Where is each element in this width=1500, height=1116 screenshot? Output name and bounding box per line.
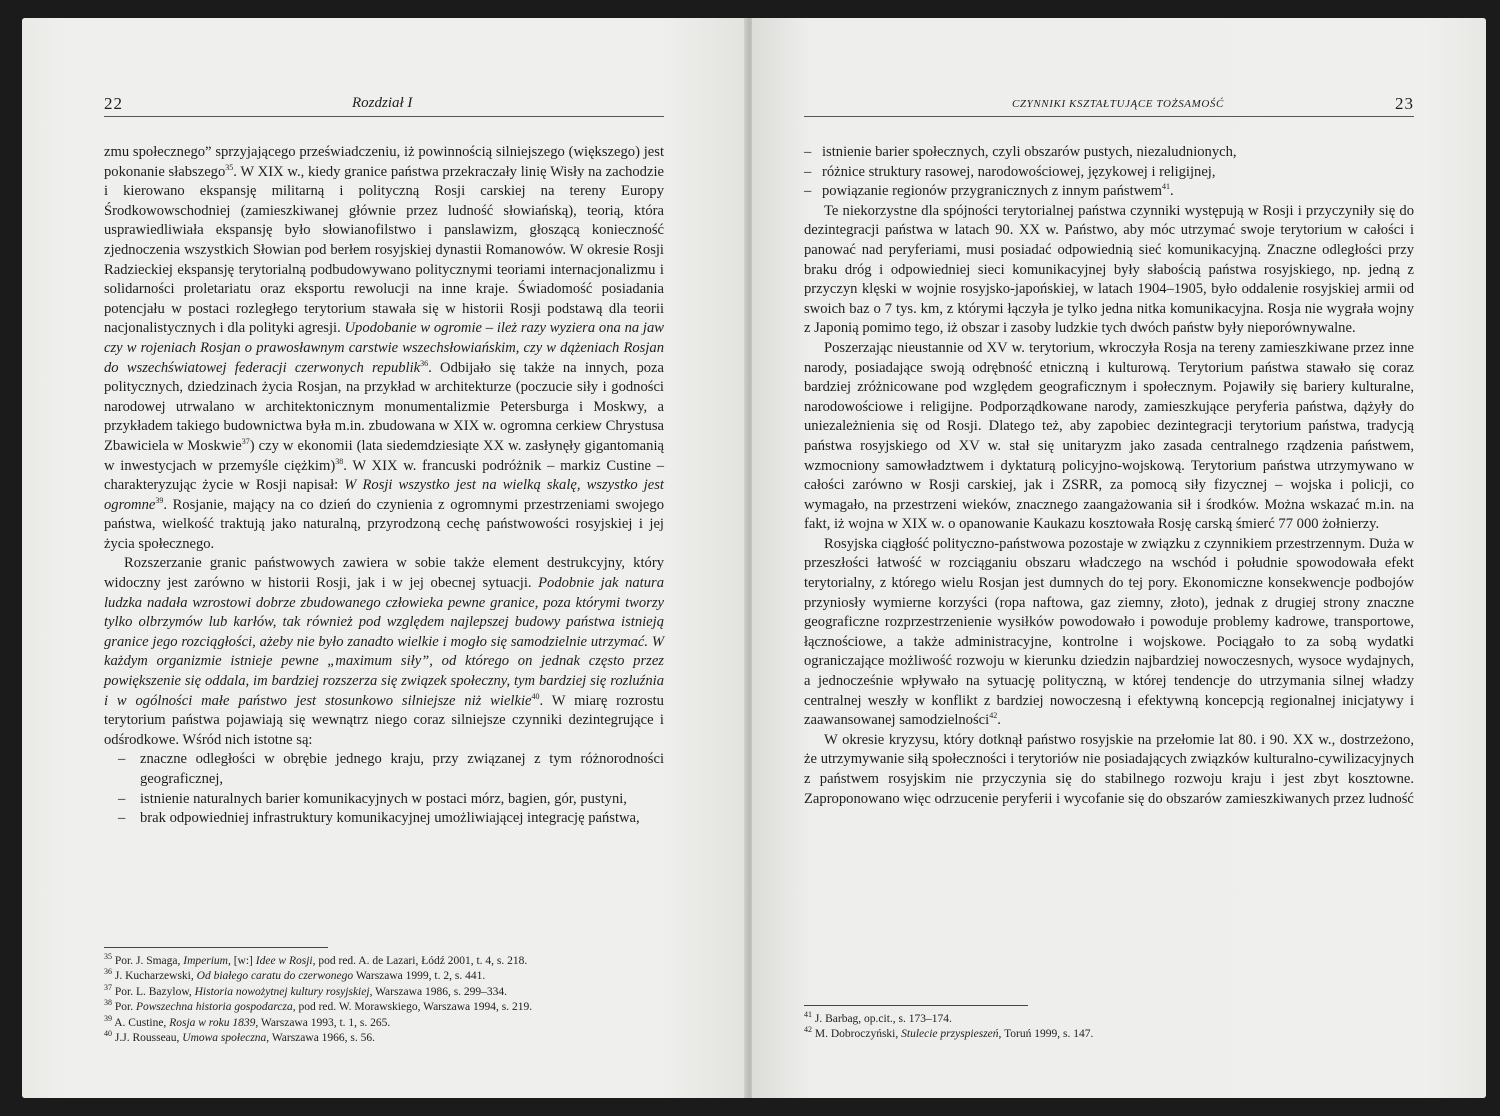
text-run: ) czy w ekonomii (lata siedemdziesiąte XX w. zasłynęły gigantomanią w inwestycjach w przemyśle ciężkim) [104, 437, 664, 474]
text-run: , Warszawa 1993, t. 1, s. 265. [255, 1016, 391, 1029]
text-run: , pod red. W. Morawskiego, Warszawa 1994, s. 219. [292, 1001, 533, 1014]
footnote-ref: 40 [531, 691, 540, 701]
text-run: M. Dobroczyński, [812, 1028, 902, 1041]
footnote-ref: 41 [1162, 182, 1170, 192]
footnote [804, 1027, 1364, 1042]
text-run: . W XIX w., kiedy granice państwa przekraczały linię Wisły na zachodzie i kierowano ekspansję militarną i polityczną Rosji carskiej na tereny Europy Środkowowschodniej (zamieszkiwanej głównie przez ludność słowiańską), teorią, która usprawiedliwiała ekspansję było słowianofilstwo i panslawizm, głoszącą konieczność zjednoczenia wszystkich Słowian pod berłem rosyjskiej dynastii Romanowów. W okresie Rosji Radzieckiej ekspansję terytorialną podbudowywano politycznymi teoriami internacjonalizmu i solidarności proletariatu oraz eksportu rewolucji na inne kraje. Świadomość posiadania potencjału w postaci rozległego terytorium stawała się w historii Rosji podstawą dla teorii nacjonalistycznych i dla polityki agresji. [104, 163, 664, 337]
text-run: J.J. Rousseau, [112, 1032, 183, 1045]
footnotes-right [804, 1012, 1364, 1043]
footnotes-left [104, 954, 664, 1046]
page-number-left: 22 [104, 94, 123, 113]
left-page [22, 18, 748, 1098]
text-run: . Rosjanie, mający na co dzień do czynienia z ogromnymi przestrzeniami swojego państwa, wielkość traktują jako naturalną, przyrodzoną cechę państwowości rosyjskiej i jej życia społecznego. [104, 496, 664, 552]
running-header-left [104, 94, 664, 117]
footnote [104, 1031, 664, 1046]
list-item [804, 143, 1414, 163]
footnote-ref: 42 [804, 1025, 812, 1035]
text-run: istnienie barier społecznych, czyli obszarów pustych, niezaludnionych, [822, 144, 1237, 160]
open-book-scan [22, 18, 1486, 1098]
footnote-ref: 39 [104, 1013, 112, 1023]
text-run: Poszerzając nieustannie od XV w. terytorium, wkroczyła Rosja na tereny zamieszkiwane przez inne narody, posiadające swoją odrębność etniczną i kulturową. Terytorium państwa stawało się coraz bardziej zróżnicowane pod względem geograficznym i społecznym. Pojawiły się bariery kulturalne, narodowościowe i religijne. Podporządkowane narody, zamieszkujące peryferia państwa, dążyły do uniezależnienia się od Rosji. Dlatego też, aby zapobiec dezintegracji terytorium państwa, tradycją państwa rosyjskiego od XV w. stał się unitaryzm jako zasada centralnego rządzenia państwem, wzmocniony samowładztwem i dyktaturą policyjno-wojskową. Terytorium państwa utrzymywano w całości zarówno w Rosji carskiej, jak i ZSRR, za pomocą siły fizycznej – wojska i policji, co wymagało, na przestrzeni wieków, znacznego zaangażowania sił i środków. Można wskazać m.in. na fakt, iż wojna w XIX w. o opanowanie Kaukazu kosztowała Rosję carską śmierć 77 000 żołnierzy. [804, 339, 1414, 533]
list-item [804, 182, 1414, 202]
text-run: . W miarę rozrostu terytorium państwa pojawiają się wewnątrz niego coraz silniejsze czynniki dezintegrujące i odśrodkowe. Wśród nich istotne są: [104, 692, 664, 748]
list-item: – znaczne odległości w obrębie jednego kraju, przy związanej z tym różnorodności geograficznej, [104, 750, 664, 789]
text-run: Rosyjska ciągłość polityczno-państwowa pozostaje w związku z czynnikiem przestrzennym. Duża w przeszłości łatwość w rozciąganiu obszaru władczego na wschód i południe spowodowała efekt terytorialny, z którego wielu Rosjan jest dumnych do tej pory. Ekonomiczne konsekwencje podbojów przyniosły wymierne korzyści (ropa naftowa, gaz ziemny, złoto), jednak z drugiej strony znaczne geograficzne rozprzestrzenienie wysiłków powodowało i powoduje problemy kadrowe, transportowe, łącznościowe, a także administracyjne, kontrolne i wojskowe. Pociągało to za sobą wydatki ograniczające możliwość rozwoju w kierunku dziedzin najbardziej nowoczesnych, wysoce wydajnych, a jednocześnie wpływało na sytuację polityczną, w której tendencje do utrzymania silnej władzy centralnej weszły w konflikt z bardziej nowoczesną i efektywną koncepcją regionalnej inicjatywy i zaawansowanej samodzielności [804, 535, 1414, 729]
text-run: . Odbijało się także na innych, poza politycznych, dziedzinach życia Rosjan, na przykład w architekturze (poczucie siły i godności narodowej utrwalano w architektonicznym monumentalizmie Petersburga i Moskwy, a przykładem takiego budownictwa była m.in. zbudowana w XIX w. ogromna cerkiew Chrystusa Zbawiciela w Moskwie [104, 359, 664, 454]
list-item: – istnienie naturalnych barier komunikacyjnych w postaci mórz, bagien, gór, pustyni, [104, 790, 664, 810]
list-item: – brak odpowiedniej infrastruktury komunikacyjnej umożliwiającej integrację państwa, [104, 809, 664, 829]
footnote-ref: 36 [104, 967, 112, 977]
italic-quote: Rosja w roku 1839 [169, 1016, 256, 1029]
italic-quote: Upodobanie w ogromie – ileż razy wyziera ona na jaw czy w rojeniach Rosjan o prawosławnym carstwie wszechsłowiańskim, czy w dążeniach Rosjan do wszechświatowej federacji czerwonych republik [104, 320, 665, 376]
text-run: zmu społecznego” sprzyjającego przeświadczeniu, iż powinnością silniejszego (większego) jest pokonanie słabszego [104, 144, 664, 180]
left-paragraphs [104, 143, 664, 750]
text-run: , Toruń 1999, s. 147. [998, 1028, 1094, 1041]
italic-quote: Od białego caratu do czerwonego [196, 970, 354, 983]
left-body-text [104, 143, 664, 829]
text-run: . [997, 712, 1001, 729]
footnote-ref: 40 [104, 1029, 112, 1039]
page-number-right: 23 [1395, 94, 1414, 113]
left-bullet-list [104, 750, 664, 828]
footnote [804, 1012, 1364, 1027]
footnote-ref: 35 [225, 162, 234, 172]
text-run: Por. J. Smaga, [112, 955, 184, 967]
text-run: Por. L. Bazylow, [112, 985, 195, 998]
footnote [104, 969, 664, 984]
italic-quote: Stulecie przyspieszeń [901, 1028, 999, 1041]
footnote [104, 954, 664, 969]
paragraph [804, 731, 1414, 809]
text-run: W okresie kryzysu, który dotknął państwo rosyjskie na przełomie lat 80. i 90. XX w., dostrzeżono, że utrzymywanie siłą społeczności i terytoriów nie posiadających związków kulturalno-cywilizacyjnych z państwem rosyjskim nie przyczynia się do stabilnego rozwoju kraju i jest zbyt kosztowne. Zaproponowano więc odrzucenie peryferii i wycofanie się do obszarów zamieszkiwanych przez ludność [804, 731, 1414, 807]
italic-quote: Podobnie jak natura ludzka nadała wzrostowi dobrze zbudowanego człowieka pewne granice, poza którymi tworzy tylko olbrzymów lub karłów, tak również pod względem najlepszej budowy państwa istnieją granice jego rozciągłości, ażeby nie było zanadto wielkie i mogło się samodzielnie utrzymać. W każdym organizmie istnieje pewne „maximum siły”, od którego on jednak często przez powiększenie się oddala, im bardziej rozszerza się związek społeczny, tym bardziej się rozluźnia i w ogólności małe państwo jest stosunkowo silniejsze niż wielkie [104, 575, 664, 709]
footnote [104, 1013, 664, 1031]
footnote-separator-left [104, 947, 328, 948]
paragraph [104, 554, 664, 750]
right-page [752, 18, 1486, 1098]
text-run: A. Custine, [112, 1016, 170, 1029]
paragraph [804, 202, 1414, 339]
italic-quote: W Rosji wszystko jest na wielką skalę, wszystko jest ogromne [104, 477, 664, 513]
italic-quote: Idee w Rosji [255, 955, 313, 967]
footnote-ref: 38 [335, 456, 344, 466]
footnote-ref: 37 [241, 437, 250, 447]
footnote-ref: 41 [804, 1010, 812, 1020]
text-run: różnice struktury rasowej, narodowościowej, językowej i religijnej, [822, 163, 1216, 180]
text-run: , pod red. A. de Lazari, Łódź 2001, t. 4, s. 218. [312, 955, 528, 967]
footnote-ref: 35 [104, 952, 112, 962]
italic-quote: Umowa społeczna [182, 1032, 267, 1045]
right-paragraphs [804, 202, 1414, 809]
text-run: powiązanie regionów przygranicznych z innym państwem [822, 183, 1162, 200]
text-run: Te niekorzystne dla spójności terytorialnej państwa czynniki występują w Rosji i przyczyniły się do dezintegracji państwa w latach 90. XX w. Państwo, aby móc utrzymać swoje terytorium w całości i panować nad peryferiami, musi posiadać odpowiednią sieć komunikacyjną. Znaczne odległości przy braku dróg i odpowiedniej sieci komunikacyjnej były słabością państwa rosyjskiego, np. jedną z przyczyn klęski w wojnie rosyjsko-japońskiej, w latach 1904–1905, było oddalenie rosyjskiej armii od swoich baz o 7 tys. km, z którymi łączyła je tylko jedna nitka komunikacyjna. Rosja nie wygrała wojny z Japonią pomimo tego, iż obszar i zasoby ludzkie tych dwóch państw były nieporównywalne. [804, 202, 1414, 337]
text-run: J. Kucharzewski, [112, 970, 197, 983]
italic-quote: Historia nowożytnej kultury rosyjskiej [194, 985, 370, 998]
footnote-ref: 38 [104, 998, 112, 1008]
chapter-title: Rozdział I [352, 95, 413, 111]
footnote [104, 982, 664, 1000]
running-header-right [804, 94, 1414, 117]
text-run: , Warszawa 1986, s. 299–334. [369, 985, 508, 998]
text-run: Warszawa 1999, t. 2, s. 441. [353, 970, 486, 983]
paragraph [104, 143, 664, 554]
text-run: J. Barbag, op.cit., s. 173–174. [812, 1013, 952, 1025]
footnote-ref: 39 [155, 495, 164, 505]
text-run: . W XIX w. francuski podróżnik – markiz Custine – charakteryzując życie w Rosji napisał: [104, 457, 664, 494]
section-title: CZYNNIKI KSZTAŁTUJĄCE TOŻSAMOŚĆ [1012, 98, 1224, 110]
text-run: Por. [112, 1001, 136, 1014]
paragraph [804, 535, 1414, 731]
footnote-ref: 37 [104, 982, 112, 992]
paragraph [804, 339, 1414, 535]
list-item [804, 163, 1414, 183]
text-run: Rozszerzanie granic państwowych zawiera w sobie także element destrukcyjny, który widoczny jest zarówno w historii Rosji, jak i w jej obecnej sytuacji. [104, 555, 664, 592]
italic-quote: Powszechna historia gospodarcza [135, 1001, 293, 1014]
right-body-text [804, 143, 1414, 809]
footnote-separator-right [804, 1005, 1028, 1006]
footnote [104, 1000, 664, 1015]
italic-quote: Imperium [183, 955, 228, 967]
footnote-ref: 42 [989, 711, 998, 721]
footnote-ref: 36 [420, 358, 429, 368]
text-run: . [1170, 183, 1174, 200]
right-bullet-list [804, 143, 1414, 202]
text-run: , [w:] [227, 955, 256, 967]
text-run: , Warszawa 1966, s. 56. [266, 1032, 376, 1045]
